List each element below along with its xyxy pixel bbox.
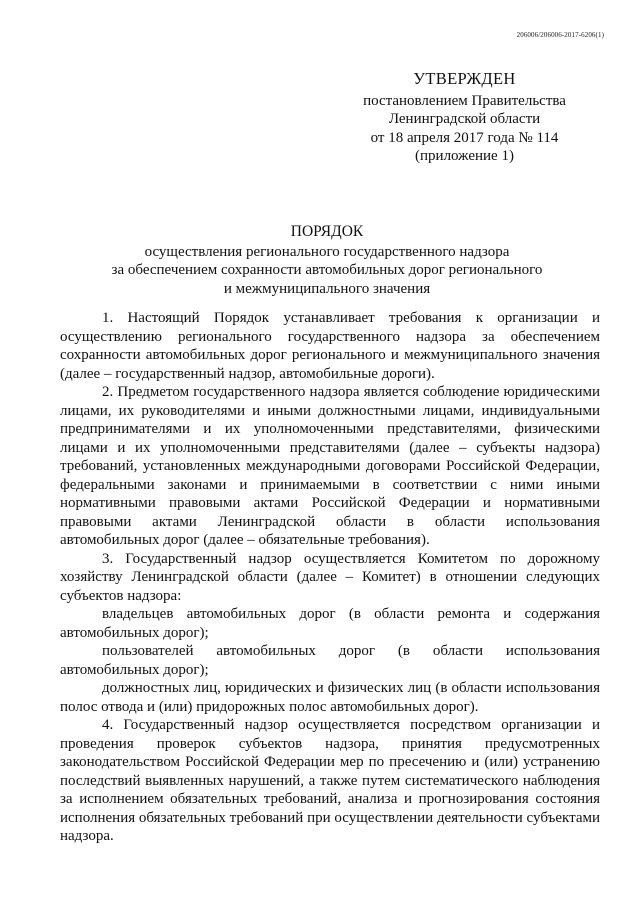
document-body — [60, 309, 600, 846]
approval-block — [342, 70, 587, 166]
approval-line: (приложение 1) — [415, 148, 514, 164]
title-line: за обеспечением сохранности автомобильных дорог регионального — [111, 262, 543, 279]
approval-line: постановлением Правительства — [363, 92, 566, 109]
paragraph-3-item-3: должностных лиц, юридических и физических лиц (в области использования полос отвода и (или) придорожных полос автомобильных дорог). — [60, 680, 600, 715]
title-line: осуществления регионального государственного надзора — [144, 243, 510, 260]
document-code: 206006/206006-2017-6206(1) — [516, 31, 604, 39]
document-title — [60, 223, 594, 298]
paragraph-1: 1. Настоящий Порядок устанавливает требования к организации и осуществлению регионального государственного надзора за обеспечением сохранности автомобильных дорог регионального и межмуниципального значения (далее – государственный надзор, автомобильные дороги). — [60, 310, 600, 382]
paragraph-3-item-2: пользователей автомобильных дорог (в области использования автомобильных дорог); — [60, 643, 600, 678]
paragraph-3: 3. Государственный надзор осуществляется Комитетом по дорожному хозяйству Ленинградской области (далее – Комитет) в отношении следующих субъектов надзора: — [60, 550, 600, 604]
approval-line: от 18 апреля 2017 года № 114 — [370, 129, 559, 146]
title-line: и межмуниципального значения — [223, 280, 431, 297]
title-main: ПОРЯДОК — [290, 223, 364, 240]
paragraph-2: 2. Предметом государственного надзора является соблюдение юридическими лицами, их руководителями и иными должностными лицами, индивидуальными предпринимателями и их уполномоченными представителями, физическими лицами и их уполномоченными представителями (далее – субъекты надзора) требований, установленных международными договорами Российской Федерации, федеральными законами и принимаемыми в соответствии с ними иными нормативными правовыми актами Российской Федерации и нормативными правовыми актами Ленинградской области в области использования автомобильных дорог (далее – обязательные требования). — [60, 384, 600, 548]
paragraph-4: 4. Государственный надзор осуществляется посредством организации и проведения проверок субъектов надзора, принятия предусмотренных законодательством Российской Федерации мер по пресечению и (или) устранению последствий выявленных нарушений, а также путем систематического наблюдения за исполнением обязательных требований, анализа и прогнозирования состояния исполнения обязательных требований при осуществлении деятельности субъектами надзора. — [60, 717, 600, 844]
approval-line: Ленинградской области — [388, 111, 541, 127]
approval-heading: УТВЕРЖДЕН — [413, 69, 516, 88]
paragraph-3-item-1: владельцев автомобильных дорог (в области ремонта и содержания автомобильных дорог); — [60, 606, 600, 641]
